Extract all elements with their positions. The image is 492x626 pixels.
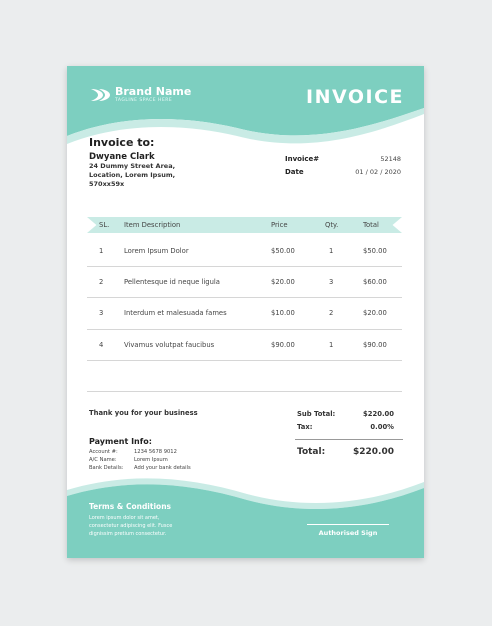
payment-label: A/C Name:: [89, 457, 117, 463]
invoice-date-label: Date: [285, 168, 304, 176]
row-qty: 3: [329, 278, 334, 286]
terms-text: [89, 514, 259, 538]
terms-title: Terms & Conditions: [89, 502, 171, 511]
row-sl: 3: [99, 309, 104, 317]
footer-wave: [67, 468, 424, 558]
row-description: Pellentesque id neque ligula: [124, 278, 220, 286]
brand-tagline: TAGLINE SPACE HERE: [115, 98, 173, 103]
row-divider: [87, 266, 402, 267]
row-sl: 4: [99, 341, 104, 349]
payment-label: Bank Details:: [89, 465, 124, 471]
address-line: Location, Lorem Ipsum,: [89, 171, 176, 179]
authorised-sign-label: Authorised Sign: [318, 529, 378, 537]
invoice-title: INVOICE: [306, 86, 404, 108]
col-description: Item Description: [124, 221, 181, 229]
tax-label: Tax:: [297, 423, 313, 431]
col-total: Total: [363, 221, 379, 229]
col-price: Price: [271, 221, 288, 229]
client-address: [89, 162, 199, 189]
client-name: Dwyane Clark: [89, 152, 155, 162]
col-sl: SL.: [99, 221, 110, 229]
tax-value: 0.00%: [370, 423, 394, 431]
row-sl: 1: [99, 247, 104, 255]
total-value: $220.00: [353, 447, 394, 457]
signature-line: [307, 524, 389, 525]
invoice-date-value: 01 / 02 / 2020: [355, 168, 401, 176]
payment-label: Account #:: [89, 449, 118, 455]
terms-line: Lorem ipsum dolor sit amet,: [89, 515, 160, 521]
address-line: 24 Dummy Street Area,: [89, 162, 176, 170]
row-sl: 2: [99, 278, 104, 286]
brand: [89, 86, 191, 104]
row-divider: [87, 297, 402, 298]
payment-value: 1234 5678 9012: [134, 449, 177, 455]
payment-info-title: Payment Info:: [89, 437, 152, 446]
row-total: $50.00: [363, 247, 387, 255]
row-description: Interdum et malesuada fames: [124, 309, 227, 317]
row-total: $90.00: [363, 341, 387, 349]
row-description: Vivamus volutpat faucibus: [124, 341, 215, 349]
row-price: $20.00: [271, 278, 295, 286]
subtotal-label: Sub Total:: [297, 410, 336, 418]
brand-logo-icon: [89, 87, 111, 103]
row-qty: 1: [329, 247, 334, 255]
thank-you-note: Thank you for your business: [89, 409, 198, 417]
terms-line: dignissim pretium consectetur.: [89, 531, 167, 537]
invoice-to-title: Invoice to:: [89, 136, 155, 149]
payment-account-name: [89, 457, 168, 463]
payment-account: [89, 449, 177, 455]
row-qty: 2: [329, 309, 334, 317]
col-qty: Qty.: [325, 221, 339, 229]
subtotal-value: $220.00: [363, 410, 394, 418]
invoice-number-label: Invoice#: [285, 155, 320, 163]
address-line: 570xx59x: [89, 180, 125, 188]
row-price: $10.00: [271, 309, 295, 317]
payment-value: Lorem Ipsum: [134, 457, 168, 463]
total-label: Total:: [297, 447, 326, 457]
brand-name: Brand Name: [115, 85, 192, 98]
invoice-page: [67, 66, 424, 558]
row-divider: [87, 329, 402, 330]
row-qty: 1: [329, 341, 334, 349]
row-divider: [87, 360, 402, 361]
terms-line: consectetur adipiscing elit. Fusce: [89, 523, 173, 529]
row-description: Lorem Ipsum Dolor: [124, 247, 189, 255]
row-price: $90.00: [271, 341, 295, 349]
invoice-number-value: 52148: [380, 155, 401, 163]
row-total: $20.00: [363, 309, 387, 317]
row-total: $60.00: [363, 278, 387, 286]
payment-value: Add your bank details: [134, 465, 191, 471]
summary-divider: [295, 439, 403, 440]
row-price: $50.00: [271, 247, 295, 255]
table-bottom-divider: [87, 391, 402, 392]
